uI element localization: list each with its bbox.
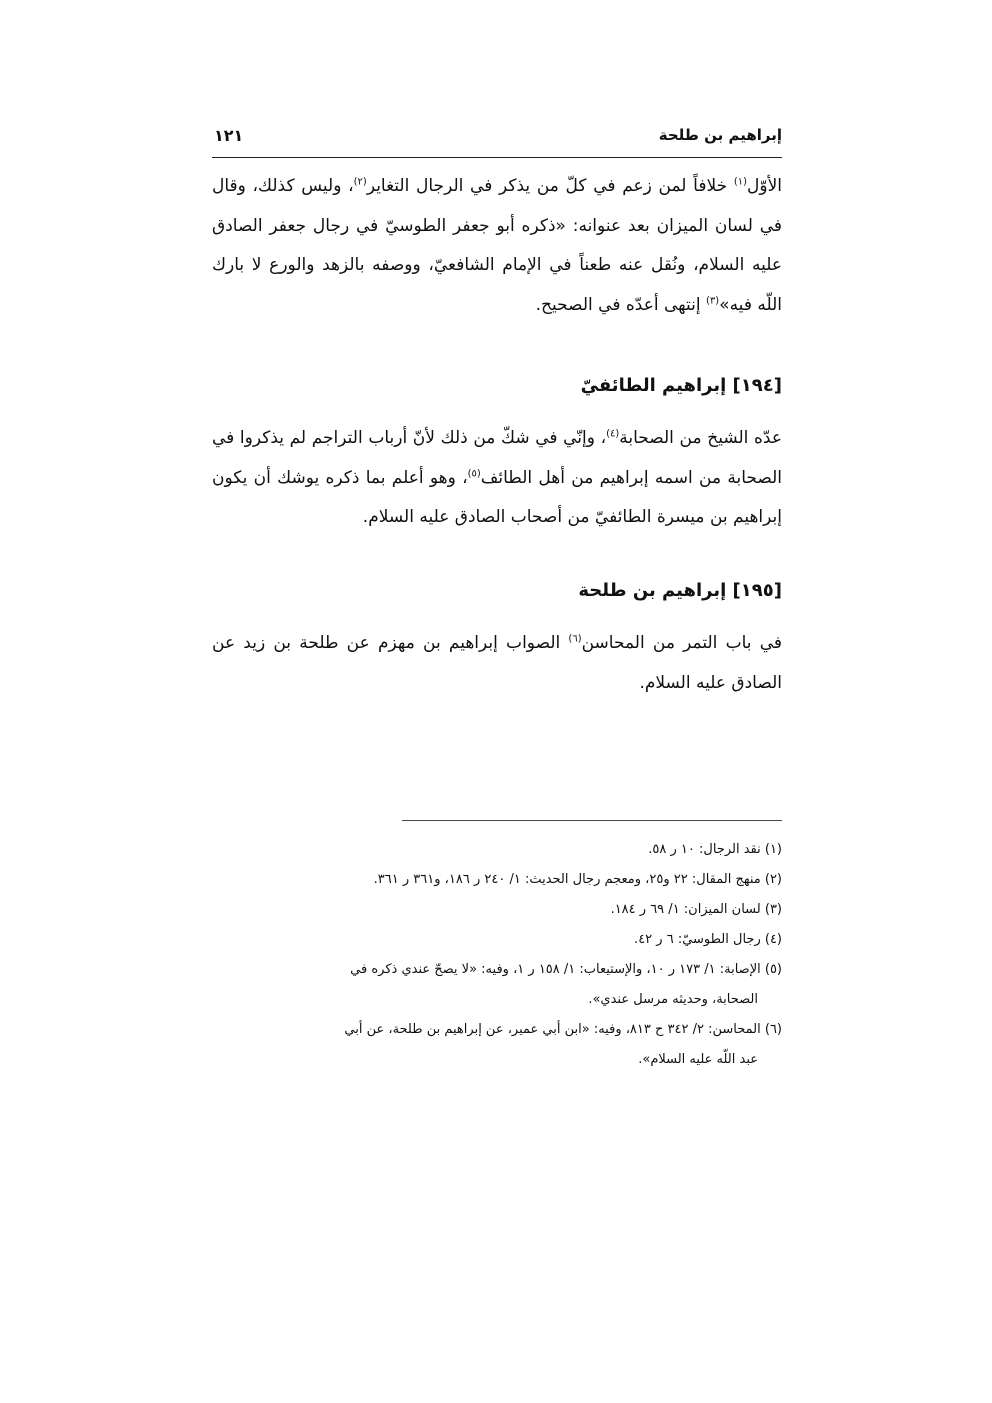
page-number: ١٢١	[214, 126, 244, 145]
paragraph-text: ، وليس كذلك، وقال في لسان الميزان بعد عنوانه: «ذكره أبو جعفر الطوسيّ في رجال جعفر الصادق عليه السلام، ونُقل عنه طعناً في الإمام الشافعيّ، ووصفه بالزهد والورع لا بارك اللّه فيه»	[212, 176, 782, 315]
footnote-ref-6[interactable]: (٦)	[568, 633, 582, 645]
footnote-ref-5[interactable]: (٥)	[467, 467, 481, 479]
paragraph-text: الصواب إبراهيم بن مهزم عن طلحة بن زيد عن الصادق عليه السلام.	[212, 633, 782, 693]
paragraph-2	[212, 419, 782, 538]
footnote-2: (٢) منهج المقال: ٢٢ و٢٥، ومعجم رجال الحديث: ١/ ٢٤٠ ر ١٨٦، و٣٦١ ر ٣٦١.	[373, 872, 782, 887]
paragraph-text: خلافاً لمن زعم في كلّ من يذكر في الرجال التغاير	[366, 176, 734, 196]
page-header	[212, 122, 782, 156]
entry-heading-194: [١٩٤] إبراهيم الطائفيّ	[580, 375, 782, 396]
paragraph-1	[212, 167, 782, 325]
footnote-5-continued: الصحابة، وحديثه مرسل عندي».	[588, 992, 758, 1007]
running-title: إبراهيم بن طلحة	[658, 126, 782, 144]
paragraph-text: ، وإنّي في شكّ من ذلك لأنّ أرباب التراجم لم يذكروا في الصحابة من اسمه إبراهيم من أهل الطائف	[212, 428, 782, 488]
footnote-ref-1[interactable]: (١)	[733, 176, 748, 188]
paragraph-text: إنتهى أعدّه في الصحيح.	[535, 294, 706, 315]
footnote-1: (١) نقد الرجال: ١٠ ر ٥٨.	[648, 842, 782, 857]
footnote-ref-4[interactable]: (٤)	[606, 428, 620, 440]
footnote-5: (٥) الإصابة: ١/ ١٧٣ ر ١٠، والإستيعاب: ١/ ١٥٨ ر ١، وفيه: «لا يصحّ عندي ذكره في	[350, 962, 782, 977]
paragraph-3	[212, 624, 782, 703]
footnote-6: (٦) المحاسن: ٢/ ٣٤٢ ح ٨١٣، وفيه: «ابن أبي عمير، عن إبراهيم بن طلحة، عن أبي	[344, 1022, 782, 1037]
header-rule	[212, 157, 782, 158]
paragraph-text: الأوّل	[747, 176, 782, 196]
footnote-rule	[402, 820, 782, 821]
paragraph-text: ، وهو أعلم بما ذكره يوشك أن يكون إبراهيم بن ميسرة الطائفيّ من أصحاب الصادق عليه السلام.	[212, 467, 782, 527]
paragraph-text: عدّه الشيخ من الصحابة	[619, 428, 782, 448]
entry-heading-195: [١٩٥] إبراهيم بن طلحة	[578, 580, 782, 601]
paragraph-text: في باب التمر من المحاسن	[581, 633, 782, 653]
footnote-4: (٤) رجال الطوسيّ: ٦ ر ٤٢.	[634, 932, 782, 947]
footnote-ref-2[interactable]: (٢)	[353, 176, 367, 188]
footnote-ref-3[interactable]: (٣)	[705, 294, 720, 306]
footnote-6-continued: عبد اللّه عليه السلام».	[638, 1052, 758, 1067]
footnote-3: (٣) لسان الميزان: ١/ ٦٩ ر ١٨٤.	[610, 902, 782, 917]
footnotes	[212, 835, 782, 1075]
